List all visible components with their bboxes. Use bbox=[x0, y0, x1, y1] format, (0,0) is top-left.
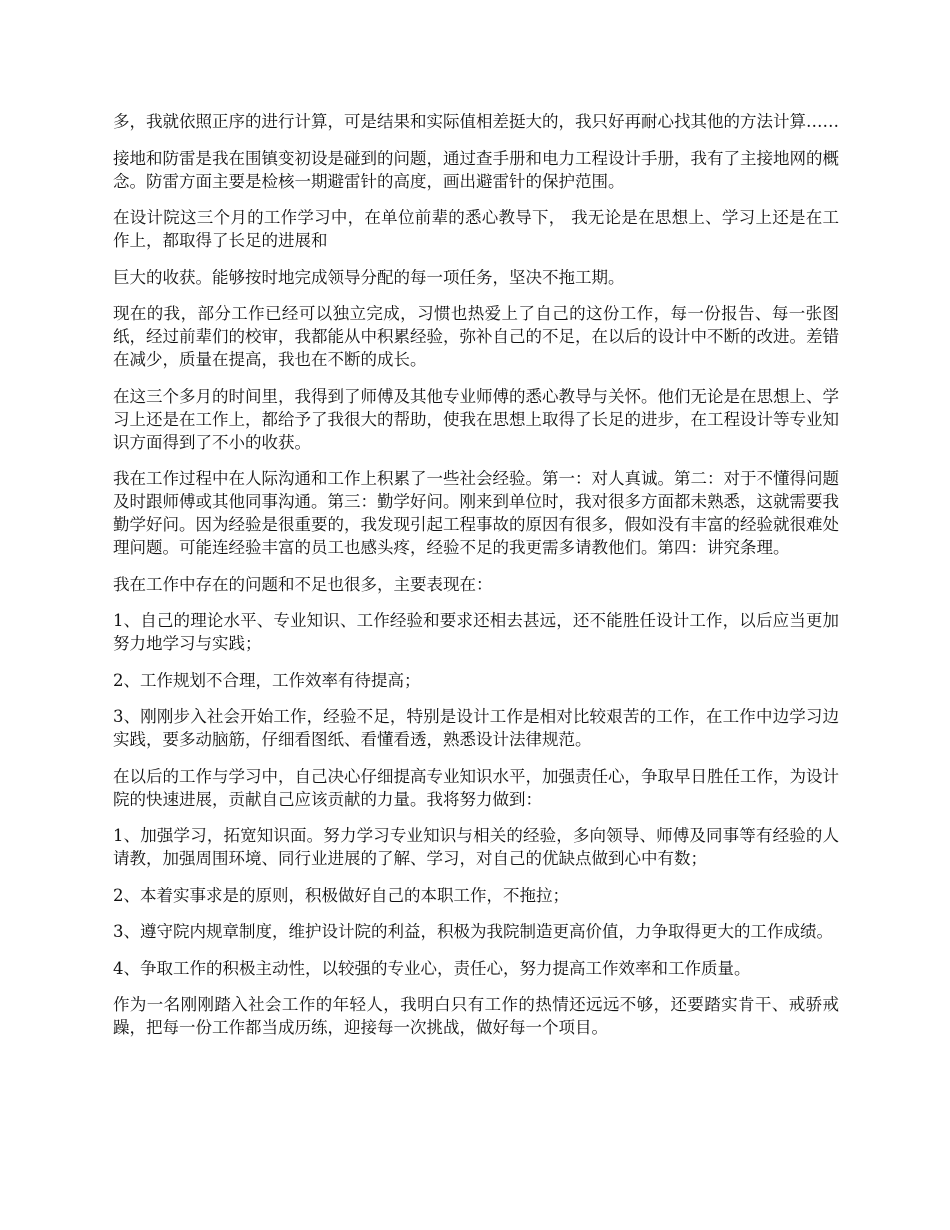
paragraph-plan-2: 2、本着实事求是的原则，积极做好自己的本职工作，不拖拉； bbox=[113, 885, 569, 905]
paragraph-plan-3: 3、遵守院内规章制度，维护设计院的利益，积极为我院制造更高价值，力争取得更大的工作成绩。 bbox=[113, 922, 833, 941]
paragraph-problem-3: 3、刚刚步入社会开始工作，经验不足，特别是设计工作是相对比较艰苦的工作，在工作中边学习边实践，要多动脑筋，仔细看图纸、看懂看透，熟悉设计法律规范。 bbox=[113, 707, 839, 749]
paragraph-problems-intro: 我在工作中存在的问题和不足也很多，主要表现在： bbox=[113, 574, 493, 594]
document-body bbox=[113, 110, 839, 1053]
paragraph-plan-1: 1、加强学习，拓宽知识面。努力学习专业知识与相关的经验，多向领导、师傅及同事等有经验的人请教，加强周围环境、同行业进展的了解、学习，对自己的优缺点做到心中有数； bbox=[113, 826, 839, 868]
paragraph-problem-1: 1、自己的理论水平、专业知识、工作经验和要求还相去甚远，还不能胜任设计工作，以后应当更加努力地学习与实践； bbox=[113, 611, 839, 653]
paragraph-experience: 我在工作过程中在人际沟通和工作上积累了一些社会经验。第一：对人真诚。第二：对于不懂得问题及时跟师傅或其他同事沟通。第三：勤学好问。刚来到单位时，我对很多方面都未熟悉，这就需要我勤学好问。因为经验是很重要的，我发现引起工程事故的原因有很多，假如没有丰富的经验就很难处理问题。可能连经验丰富的员工也感头疼，经验不足的我更需多请教他们。第四：讲究条理。 bbox=[113, 469, 839, 557]
paragraph-conclusion: 作为一名刚刚踏入社会工作的年轻人，我明白只有工作的热情还远远不够，还要踏实肯干、戒骄戒躁，把每一份工作都当成历练，迎接每一次挑战，做好每一个项目。 bbox=[113, 995, 839, 1037]
paragraph-problem-2: 2、工作规划不合理，工作效率有待提高； bbox=[113, 670, 421, 690]
paragraph-plans-intro: 在以后的工作与学习中，自己决心仔细提高专业知识水平，加强责任心，争取早日胜任工作，为设计院的快速进展，贡献自己应该贡献的力量。我将努力做到： bbox=[113, 766, 839, 809]
paragraph-calculation: 多，我就依照正序的进行计算，可是结果和实际值相差挺大的，我只好再耐心找其他的方法计算…… bbox=[113, 112, 839, 131]
paragraph-grounding: 接地和防雷是我在围镇变初设是碰到的问题，通过查手册和电力工程设计手册，我有了主接地网的概念。防雷方面主要是检核一期避雷针的高度，画出避雷针的保护范围。 bbox=[113, 148, 839, 191]
paragraph-plan-4: 4、争取工作的积极主动性，以较强的专业心，责任心，努力提高工作效率和工作质量。 bbox=[113, 958, 751, 978]
paragraph-mentorship: 在这三个多月的时间里，我得到了师傅及其他专业师傅的悉心教导与关怀。他们无论是在思想上、学习上还是在工作上，都给予了我很大的帮助，使我在思想上取得了长足的进步，在工程设计等专业知识方面得到了不小的收获。 bbox=[113, 386, 839, 452]
paragraph-current-self: 现在的我，部分工作已经可以独立完成，习惯也热爱上了自己的这份工作，每一份报告、每一张图纸，经过前辈们的校审，我都能从中积累经验，弥补自己的不足，在以后的设计中不断的改进。差错在减少，质量在提高，我也在不断的成长。 bbox=[113, 304, 839, 369]
paragraph-gains: 巨大的收获。能够按时地完成领导分配的每一项任务，坚决不拖工期。 bbox=[113, 267, 625, 287]
paragraph-three-months: 在设计院这三个月的工作学习中，在单位前辈的悉心教导下， 我无论是在思想上、学习上还是在工作上，都取得了长足的进展和 bbox=[113, 208, 839, 250]
